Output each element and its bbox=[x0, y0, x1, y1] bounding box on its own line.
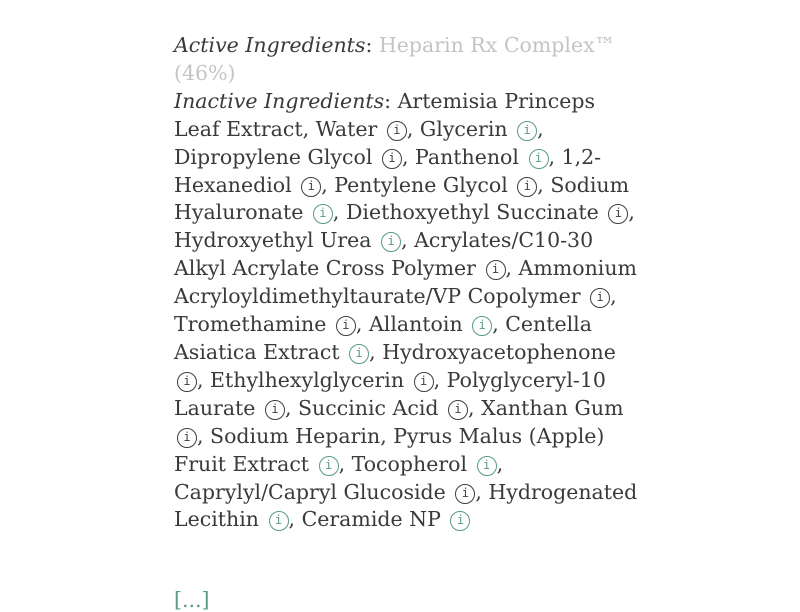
info-icon[interactable]: i bbox=[477, 456, 497, 476]
info-icon[interactable]: i bbox=[455, 484, 475, 504]
info-icon[interactable]: i bbox=[486, 260, 506, 280]
ingredient-name: Dipropylene Glycol bbox=[174, 144, 373, 169]
ingredient-name: 1,2-Hexanediol bbox=[174, 144, 602, 197]
info-icon[interactable]: i bbox=[349, 344, 369, 364]
info-icon[interactable]: i bbox=[177, 428, 197, 448]
info-icon[interactable]: i bbox=[177, 372, 197, 392]
info-icon[interactable]: i bbox=[529, 149, 549, 169]
info-icon[interactable]: i bbox=[269, 511, 289, 531]
inactive-ingredients-label: Inactive Ingredients bbox=[174, 88, 385, 113]
info-icon[interactable]: i bbox=[608, 204, 628, 224]
info-icon[interactable]: i bbox=[590, 288, 610, 308]
ingredient-name: Diethoxyethyl Succinate bbox=[345, 200, 599, 225]
ingredient-name: Centella Asiatica Extract bbox=[174, 312, 592, 364]
ingredient-name: Ammonium Acryloyldimethyltaurate/VP Copolymer bbox=[174, 256, 637, 309]
ingredient-name: Water bbox=[315, 116, 378, 141]
more-link[interactable]: [...] bbox=[174, 588, 210, 612]
ingredient-name: Tocopherol bbox=[351, 451, 468, 476]
info-icon[interactable]: i bbox=[313, 204, 333, 224]
info-icon[interactable]: i bbox=[472, 316, 492, 336]
ingredient-name: Ethylhexylglycerin bbox=[210, 367, 405, 392]
ingredient-name: Hydrogenated Lecithin bbox=[174, 479, 638, 532]
active-ingredients-value: Heparin Rx Complex™ (46%) bbox=[174, 33, 616, 85]
ingredient-name: Caprylyl/Capryl Glucoside bbox=[174, 479, 446, 504]
info-icon[interactable]: i bbox=[319, 456, 339, 476]
active-ingredients-label: Active Ingredients bbox=[174, 33, 366, 57]
ingredient-name: Hydroxyacetophenone bbox=[382, 339, 616, 364]
info-icon[interactable]: i bbox=[382, 149, 402, 169]
info-icon[interactable]: i bbox=[301, 177, 321, 197]
ingredient-name: Pentylene Glycol bbox=[334, 172, 508, 197]
ingredient-name: Xanthan Gum bbox=[481, 395, 624, 420]
info-icon[interactable]: i bbox=[450, 511, 470, 531]
ingredient-name: Sodium Heparin bbox=[210, 423, 381, 448]
ingredient-name: Succinic Acid bbox=[298, 395, 439, 420]
info-icon[interactable]: i bbox=[517, 121, 537, 141]
info-icon[interactable]: i bbox=[414, 372, 434, 392]
inactive-ingredients-line: Inactive Ingredients: Artemisia Princeps Leaf Extract, Water i , Glycerin i , Dipropylene Glycol i , Panthenol i , 1,2-Hexanediol i , Pentylene Glycol i , Sodium Hyaluronate i , Diethoxyethyl Succinate i , Hydroxyethyl Urea i , Acrylates/C10-30 Alkyl Acrylate Cross Polymer i , Ammonium Acryloyldimethyltaurate/VP Copolymer i , Tromethamine i , Allantoin i , Centella Asiatica Extract i , Hydroxyacetophenone i , Ethylhexylglycerin i , Polyglyceryl-10 Laurate i , Succinic Acid i , Xanthan Gum i , Sodium Heparin, Pyrus Malus (Apple) Fruit Extract i , Tocopherol i , Caprylyl/Capryl Glucoside i , Hydrogenated Lecithin i , Ceramide NP i bbox=[174, 88, 638, 532]
info-icon[interactable]: i bbox=[265, 400, 285, 420]
ingredient-name: Artemisia Princeps Leaf Extract bbox=[174, 88, 595, 141]
ingredient-name: Allantoin bbox=[368, 312, 463, 337]
inactive-separator: : bbox=[384, 88, 398, 113]
info-icon[interactable]: i bbox=[448, 400, 468, 420]
ingredient-name: Ceramide NP bbox=[301, 507, 441, 532]
info-icon[interactable]: i bbox=[336, 316, 356, 336]
ingredients-panel bbox=[174, 32, 644, 534]
active-separator: : bbox=[365, 33, 379, 57]
ingredient-name: Pyrus Malus (Apple) Fruit Extract bbox=[174, 423, 605, 476]
info-icon[interactable]: i bbox=[387, 121, 407, 141]
ingredient-name: Panthenol bbox=[414, 144, 519, 169]
ingredient-name: Hydroxyethyl Urea bbox=[174, 228, 372, 253]
info-icon[interactable]: i bbox=[381, 232, 401, 252]
ingredient-name: Glycerin bbox=[419, 116, 508, 141]
info-icon[interactable]: i bbox=[517, 177, 537, 197]
ingredient-name: Sodium Hyaluronate bbox=[174, 172, 630, 225]
ingredient-name: Acrylates/C10-30 Alkyl Acrylate Cross Polymer bbox=[174, 228, 594, 281]
ingredient-name: Tromethamine bbox=[174, 312, 327, 337]
active-ingredients-line bbox=[174, 32, 644, 88]
ingredient-name: Polyglyceryl-10 Laurate bbox=[174, 367, 606, 420]
